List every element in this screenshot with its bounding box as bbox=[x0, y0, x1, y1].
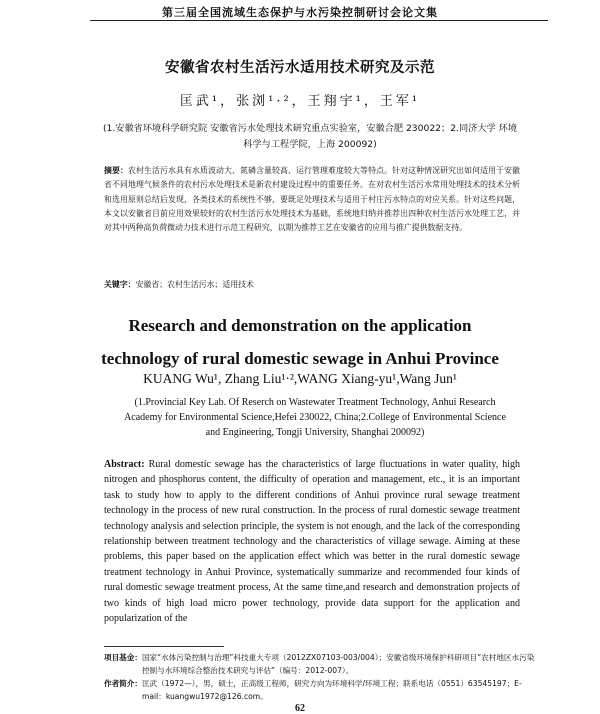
chinese-abstract-text: 农村生活污水具有水质波动大、氮磷含量较高、运行管理难度较大等特点。针对这种情况研究出如何适用于安徽省不同地理气候条件的农村污水处理技术是新农村建设过程中的重要任务。在对农村生活污水常用处理技术的技术分析和选用原则总结后发现，各类技术的系统性不够，要既足处理技术与适用于村庄污水特点的对应关系。针对这些问题，本文以安徽省目前应用效果较好的农村生活污水处理技术为基础，系统地归纳并推荐出四种农村生活污水处理工艺，并对其中两种高负荷微动力技术进行示范工程研究，以期为推荐工艺在安徽省的应用与推广提供数据支持。 bbox=[104, 166, 520, 233]
chinese-title: 安徽省农村生活污水适用技术研究及示范 bbox=[165, 60, 435, 76]
chinese-keywords bbox=[104, 279, 520, 290]
english-title-line2: technology of rural domestic sewage in Anhui Province bbox=[101, 349, 499, 368]
chinese-authors: 匡武¹，张浏¹·²，王翔宇¹，王军¹ bbox=[179, 94, 421, 109]
chinese-abstract bbox=[104, 164, 520, 235]
chinese-keywords-label: 关键字： bbox=[104, 280, 136, 289]
running-header: 第三届全国流域生态保护与水污染控制研讨会论文集 bbox=[162, 6, 438, 19]
footnote-fund bbox=[104, 651, 540, 677]
english-abstract-text: Rural domestic sewage has the characteristics of large fluctuations in water quality, high nitrogen and phosphorus content, the difficulty of operation and management, etc., it is an important task to study how to apply to the different conditions of Anhui province rural sewage treatment technology in the process of new rural construction. In the process of rural domestic sewage treatment technology analysis and selection principle, the system is not enough, and the lack of the corresponding relationship between treatment technology and the characteristics of village sewage. Aiming at these problems, this paper based on the application effect which was better in the rural domestic sewage treatment technology in Anhui Province, systematically summarize and recommended four kinds of rural domestic sewage treatment process, At the same time,and research and demonstration projects of two kinds of high load micro power technology, provide data support for the application and popularization of the bbox=[104, 459, 521, 625]
page-number: 62 bbox=[295, 703, 305, 714]
fund-label: 项目基金： bbox=[104, 653, 142, 662]
english-title-line1: Research and demonstration on the application bbox=[128, 316, 472, 335]
english-title bbox=[0, 311, 600, 374]
footnotes bbox=[104, 651, 540, 703]
chinese-affiliation: (1.安徽省环境科学研究院 安徽省污水处理技术研究重点实验室，安徽合肥 230022；2.同济大学 环境科学与工程学院，上海 200092) bbox=[102, 123, 518, 150]
footnote-rule bbox=[104, 646, 224, 647]
english-abstract-label: Abstract: bbox=[104, 459, 145, 470]
footnote-author bbox=[104, 677, 540, 703]
header-rule bbox=[90, 20, 548, 21]
english-abstract bbox=[104, 457, 520, 626]
chinese-abstract-label: 摘要： bbox=[104, 166, 129, 175]
english-affiliation: (1.Provincial Key Lab. Of Reserch on Wastewater Treatment Technology, Anhui Research Academy for Environmental Science,Hefei 230022, China;2.College of Environmental Science and Engineering, Tongji University, Shanghai 200092) bbox=[124, 397, 506, 438]
author-bio-label: 作者简介： bbox=[104, 679, 142, 688]
fund-text: 国家“水体污染控制与治理”科技重大专项（2012ZX07103-003/004）；安徽省级环境保护科研项目“农村地区水污染控制与水环境综合整治技术研究与评估”（编号：2012-007）。 bbox=[141, 653, 535, 675]
english-authors: KUANG Wu¹, Zhang Liu¹·²,WANG Xiang-yu¹,Wang Jun¹ bbox=[143, 371, 457, 386]
author-bio-text: 匡武（1972—），男，硕士，正高级工程师，研究方向为环境科学/环境工程；联系电话（0551）63545197；E-mail：kuangwu1972@126.com。 bbox=[141, 679, 522, 701]
chinese-keywords-text: 安徽省；农村生活污水；适用技术 bbox=[135, 280, 254, 289]
